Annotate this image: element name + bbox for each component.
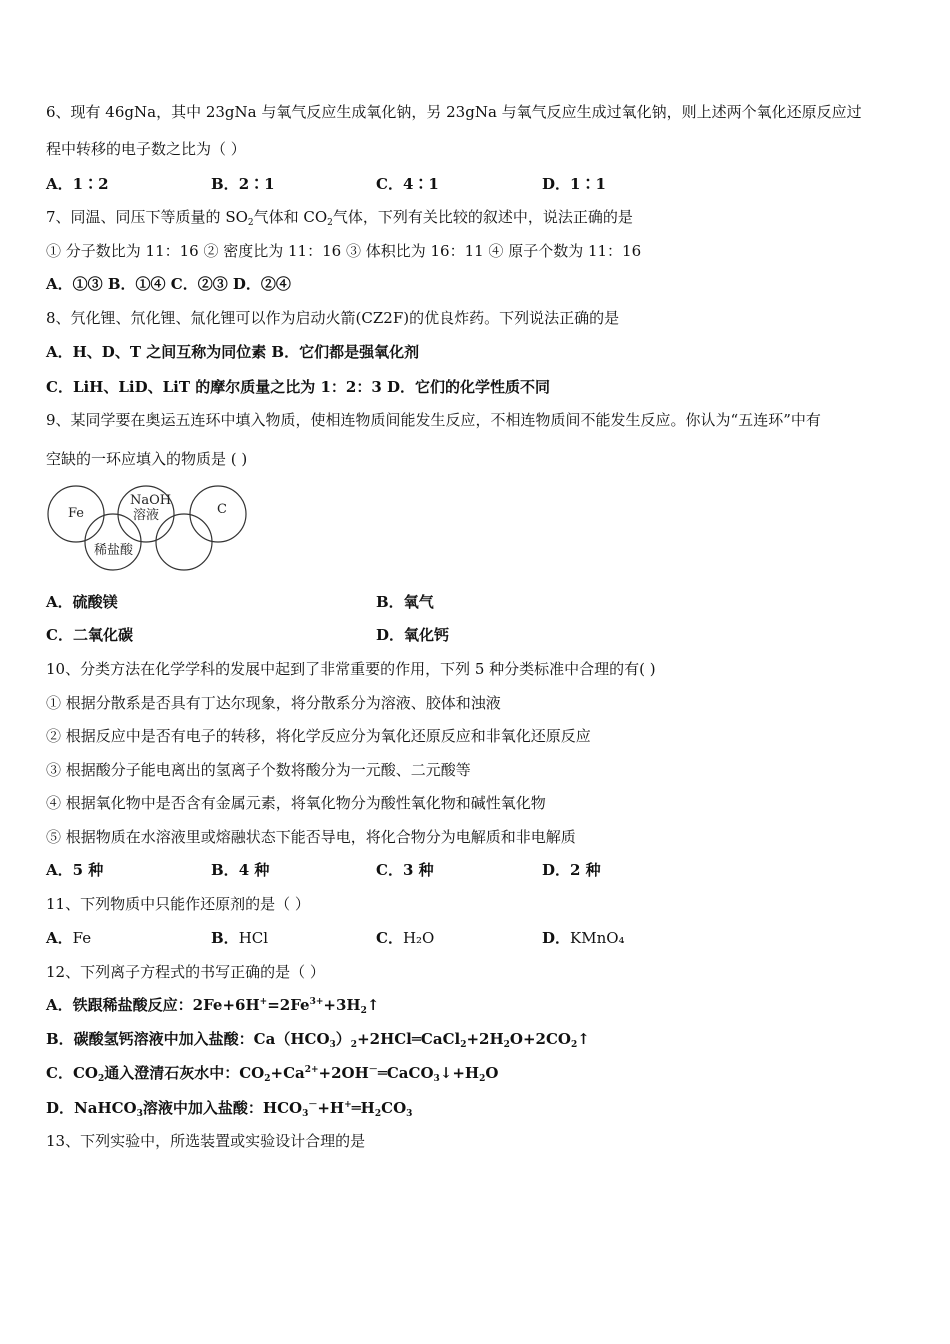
q9-stem-line2: 空缺的一环应填入的物质是 ( ) [46,450,248,468]
q10-item-4: ④ 根据氧化物中是否含有金属元素，将氧化物分为酸性氧化物和碱性氧化物 [46,794,546,812]
q10-stem: 10、分类方法在化学学科的发展中起到了非常重要的作用，下列 5 种分类标准中合理的有( ) [46,660,656,678]
q6-option-c: C．4∶1 [376,175,439,193]
ring-label-c: C [217,502,227,517]
q6-stem-line2: 程中转移的电子数之比为（ ） [46,140,246,158]
q11-option-a: A．Fe [46,929,92,947]
ring-label-naoh-1: NaOH [130,493,172,508]
q11-option-b: B．HCl [211,929,269,947]
q9-stem-line1: 9、某同学要在奥运五连环中填入物质，使相连物质间能发生反应，不相连物质间不能发生反应。你认为“五连环”中有 [46,411,821,429]
q12-stem: 12、下列离子方程式的书写正确的是（ ） [46,963,325,981]
q10-item-2: ② 根据反应中是否有电子的转移，将化学反应分为氧化还原反应和非氧化还原反应 [46,727,591,745]
q6-option-d: D．1∶1 [542,175,606,193]
q10-item-3: ③ 根据酸分子能电离出的氢离子个数将酸分为一元酸、二元酸等 [46,761,471,779]
q6-option-b: B．2∶1 [211,175,275,193]
q11-stem: 11、下列物质中只能作还原剂的是（ ） [46,895,310,913]
q7-items: ① 分子数比为 11：16 ② 密度比为 11：16 ③ 体积比为 16：11 ④ 原子个数为 11：16 [46,242,642,260]
q12-option-b: B．碳酸氢钙溶液中加入盐酸：$Ca(HCO_3)_2+2HCl═CaCl_2+2H_2O+2CO_2↑$ [46,1030,590,1050]
q8-options-ab: A．H、D、T 之间互称为同位素 B．它们都是强氧化剂 [46,343,420,361]
q12-option-d: D．NaHCO$_3$溶液中加入盐酸：$HCO_3^-+H^+═H_2CO_3$ [46,1099,413,1119]
q10-option-c: C．3 种 [376,861,434,879]
q10-item-5: ⑤ 根据物质在水溶液里或熔融状态下能否导电，将化合物分为电解质和非电解质 [46,828,576,846]
q10-option-b: B．4 种 [211,861,270,879]
ring-label-fe: Fe [68,506,85,521]
q10-option-a: A．5 种 [46,861,104,879]
q8-stem: 8、氕化锂、氘化锂、氚化锂可以作为启动火箭(CZ2F)的优良炸药。下列说法正确的是 [46,309,620,327]
q9-option-b: B．氧气 [376,593,434,611]
ring-label-acid: 稀盐酸 [94,543,134,558]
q7-options: A．①③ B．①④ C．②③ D．②④ [46,275,291,293]
ring-label-naoh-2: 溶液 [133,508,160,523]
q7-stem: 7、同温、同压下等质量的 $SO_2$气体和 $CO_2$气体，下列有关比较的叙述中，说法正确的是 [46,208,633,228]
q11-option-c: C．H₂O [376,929,435,947]
q8-options-cd: C．LiH、LiD、LiT 的摩尔质量之比为 1：2：3 D．它们的化学性质不同 [46,378,551,396]
q6-option-a: A．1∶2 [46,175,109,193]
q12-option-a: A．铁跟稀盐酸反应：$2Fe+6H^+=2Fe^{3+}+3H_2↑$ [46,996,380,1016]
q10-item-1: ① 根据分散系是否具有丁达尔现象，将分散系分为溶液、胶体和浊液 [46,694,501,712]
q13-stem: 13、下列实验中，所选装置或实验设计合理的是 [46,1132,366,1150]
olympic-rings-diagram [46,484,256,576]
q9-option-a: A．硫酸镁 [46,593,118,611]
q11-option-d: D．KMnO₄ [542,929,625,947]
q9-option-c: C．二氧化碳 [46,626,133,644]
q9-option-d: D．氧化钙 [376,626,450,644]
q6-stem-line1: 6、现有 46gNa，其中 23gNa 与氧气反应生成氧化钠，另 23gNa 与氧气反应生成过氧化钠，则上述两个氧化还原反应过 [46,103,862,121]
q12-option-c: C．$CO_2$通入澄清石灰水中：$CO_2+Ca^{2+}+2OH^-═CaCO_3↓+H_2O$ [46,1064,499,1084]
q10-option-d: D．2 种 [542,861,601,879]
ring-blank [156,514,212,570]
